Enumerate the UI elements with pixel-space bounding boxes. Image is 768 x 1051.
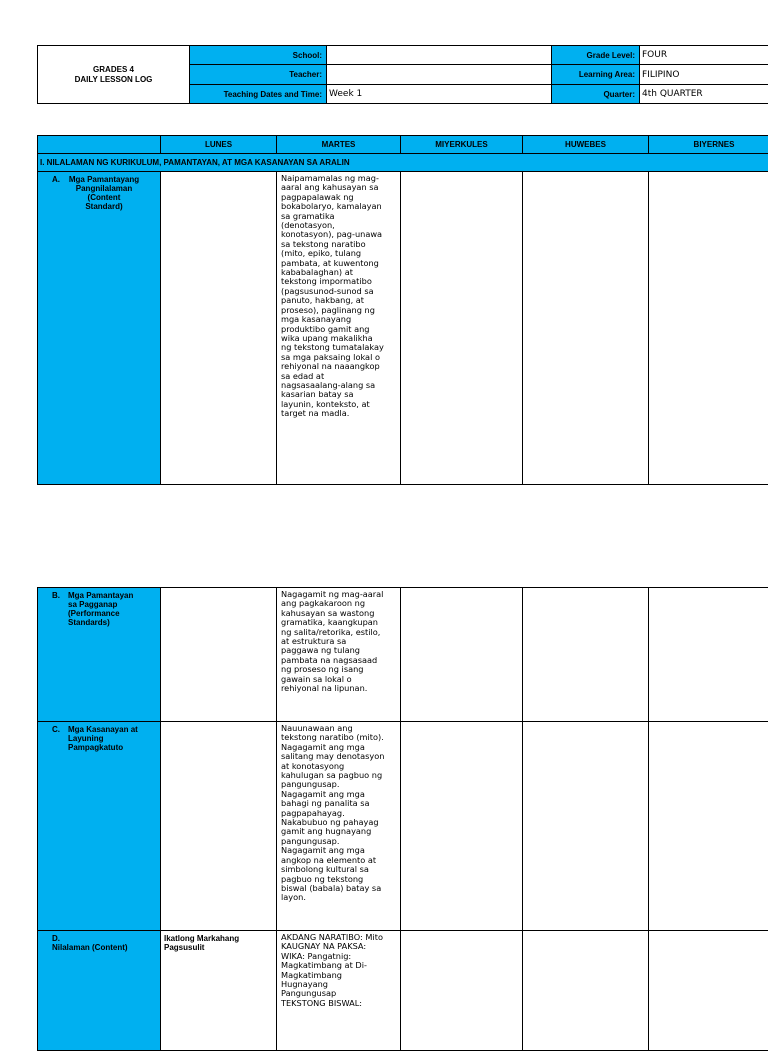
row-d-letter: D. [52,934,68,943]
header-table [37,45,768,104]
row-d-huwebes[interactable] [523,931,649,1051]
row-d-biyernes[interactable] [649,931,768,1051]
row-b-huwebes[interactable] [523,588,649,722]
row-a-martes[interactable]: Naipamamalas ng mag- aaral ang kahusayan sa pagpapalawak ng bokabolaryo, kamalayan sa gramatika (denotasyon, konotasyon), pag-unawa sa tekstong naratibo (mito, epiko, tulang pambata, at kuwentong kababalaghan) at tekstong impormatibo (pagsusunod-sunod sa panuto, hakbang, at proseso), paglinang ng mga kasanayang produktibo gamit ang wika upang makalikha ng tekstong tumatalakay sa mga paksaing lokal o rehiyonal na naaangkop sa edad at nagsasaalang-alang sa kasarian batay sa layunin, konteksto, at target na madla. [277,172,401,485]
row-b-martes[interactable]: Nagagamit ng mag-aaral ang pagkakaroon ng kahusayan sa wastong gramatika, kaangkupan ng salita/retorika, estilo, at estruktura sa paggawa ng tulang pambata na nagsasaad ng proseso ng isang gawain sa lokal o rehiyonal na lipunan. [277,588,401,722]
learning-area-field[interactable]: FILIPINO [640,65,768,85]
row-content-standard [38,172,768,485]
row-b-label [38,588,161,722]
day-header-martes: MARTES [277,136,401,154]
learning-area-label: Learning Area: [552,65,640,85]
day-header-huwebes: HUWEBES [523,136,649,154]
row-b-biyernes[interactable] [649,588,768,722]
row-d-martes[interactable]: AKDANG NARATIBO: Mito KAUGNAY NA PAKSA: WIKA: Pangatnig: Magkatimbang at Di- Magkatimbang Hugnayang Pangungusap TEKSTONG BISWAL: [277,931,401,1051]
row-performance-standards [38,588,768,722]
row-a-label [38,172,161,485]
row-c-huwebes[interactable] [523,722,649,931]
day-header-lunes: LUNES [161,136,277,154]
grade-level-field[interactable]: FOUR [640,46,768,65]
row-c-miyerkules[interactable] [401,722,523,931]
teacher-field[interactable] [327,65,552,85]
row-d-lunes[interactable]: Ikatlong Markahang Pagsusulit [161,931,277,1051]
quarter-label: Quarter: [552,85,640,104]
row-d-title: Nilalaman (Content) [52,943,142,952]
row-d-miyerkules[interactable] [401,931,523,1051]
row-b-lunes[interactable] [161,588,277,722]
row-b-title: Mga Pamantayan sa Pagganap (Performance Standards) [68,591,140,627]
quarter-field[interactable]: 4th QUARTER [640,85,768,104]
row-c-title: Mga Kasanayan at Layuning Pampagkatuto [68,725,140,752]
day-header-miyerkules: MIYERKULES [401,136,523,154]
title-daily-lesson-log: DAILY LESSON LOG [40,75,187,85]
row-b-miyerkules[interactable] [401,588,523,722]
teacher-label: Teacher: [190,65,327,85]
school-label: School: [190,46,327,65]
row-a-lunes[interactable] [161,172,277,485]
row-c-letter: C. [52,725,68,734]
row-c-martes[interactable]: Nauunawaan ang tekstong naratibo (mito). Nagagamit ang mga salitang may denotasyon at konotasyong kahulugan sa pagbuo ng pangungusap. Nagagamit ang mga bahagi ng panalita sa pagpapahayag. Nakabubuo ng pahayag gamit ang hugnayang pangungusap. Nagagamit ang mga angkop na elemento at simbolong kultural sa pagbuo ng tekstong biswal (babala) batay sa layon. [277,722,401,931]
section-1-title: I. NILALAMAN NG KURIKULUM, PAMANTAYAN, AT MGA KASANAYAN SA ARALIN [38,154,768,172]
row-learning-competencies [38,722,768,931]
title-grades: GRADES 4 [40,65,187,75]
row-content [38,931,768,1051]
row-a-huwebes[interactable] [523,172,649,485]
grade-level-label: Grade Level: [552,46,640,65]
row-a-title: Mga Pamantayang Pangnilalaman (Content Standard) [68,175,140,211]
school-field[interactable] [327,46,552,65]
day-header-biyernes: BIYERNES [649,136,768,154]
corner-cell [38,136,161,154]
log-title [38,46,190,104]
teaching-dates-field[interactable]: Week 1 [327,85,552,104]
day-header-row [38,136,768,154]
row-b-letter: B. [52,591,68,600]
row-a-miyerkules[interactable] [401,172,523,485]
row-a-letter: A. [52,175,68,184]
row-c-lunes[interactable] [161,722,277,931]
lesson-table-part2 [37,587,768,1051]
row-d-label [38,931,161,1051]
row-c-label [38,722,161,931]
teaching-dates-label: Teaching Dates and Time: [190,85,327,104]
row-a-biyernes[interactable] [649,172,768,485]
row-c-biyernes[interactable] [649,722,768,931]
lesson-table-part1 [37,135,768,485]
